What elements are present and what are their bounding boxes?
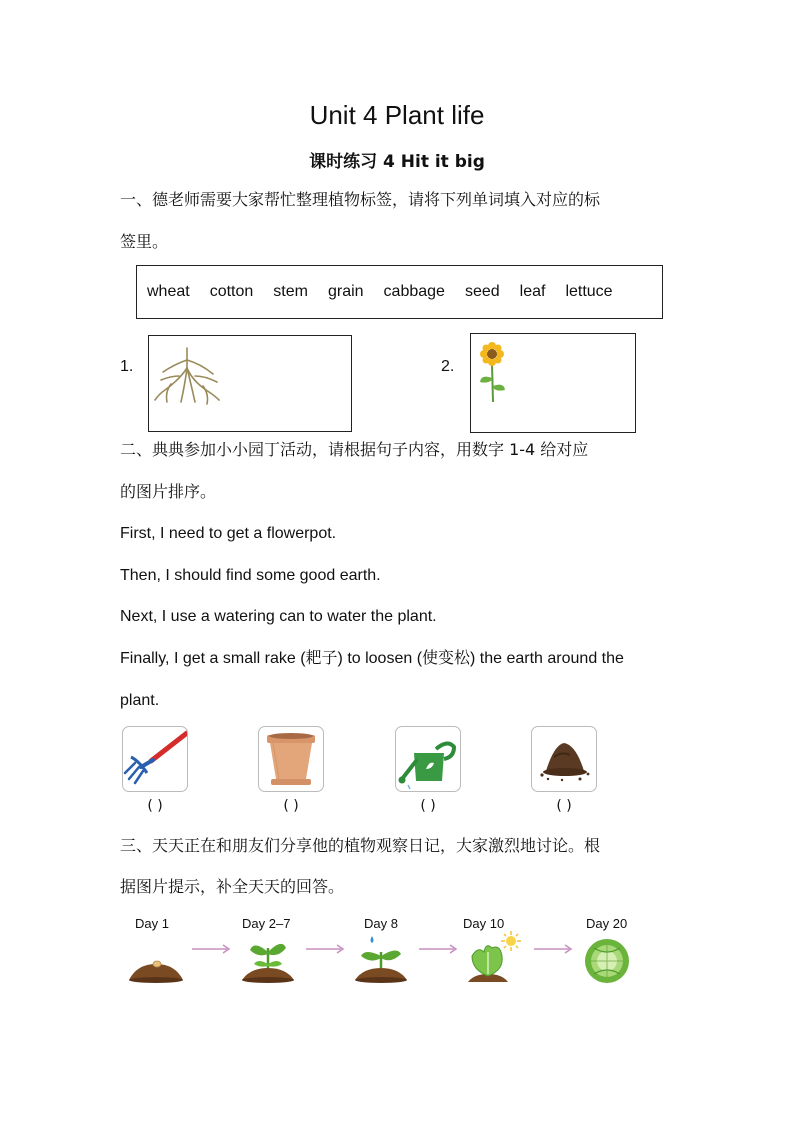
label-box-2[interactable] [470,333,636,433]
cabbage-icon [580,936,634,984]
section2-instruction: 二、典典参加小小园丁活动，请根据句子内容，用数字 1-4 给对应 [120,440,589,459]
arrow-icon [305,944,345,954]
label-box-1[interactable] [148,335,352,432]
word-item: cabbage [383,283,445,300]
picture-card-rake[interactable] [122,726,188,792]
word-item: leaf [519,283,546,300]
picture-card-earth[interactable] [531,726,597,792]
timeline-label-3: Day 8 [364,916,398,931]
answer-blank-1[interactable]: ( ) [147,798,163,814]
watering-can-icon [396,727,460,791]
sentence-2: Then, I should find some good earth. [120,567,381,584]
section3-instruction: 三、天天正在和朋友们分享他的植物观察日记，大家激烈地讨论。根 [120,836,601,855]
answer-blank-3[interactable]: ( ) [420,798,436,814]
word-item: seed [464,283,500,300]
section1-instruction-cont: 签里。 [120,232,169,251]
sunflower-icon [477,342,507,404]
arrow-icon [191,944,231,954]
rake-icon [123,727,187,791]
answer-blank-4[interactable]: ( ) [556,798,572,814]
section3-instruction-cont: 据图片提示，补全天天的回答。 [120,877,345,896]
word-item: wheat [147,283,190,300]
timeline-label-4: Day 10 [463,916,505,931]
lettuce-sun-icon [464,930,524,986]
roots-icon [151,346,223,406]
sprout-icon [240,934,296,984]
page-subtitle: 课时练习 4 Hit it big [309,152,485,172]
timeline-label-5: Day 20 [586,916,628,931]
section1-instruction: 一、德老师需要大家帮忙整理植物标签，请将下列单词填入对应的标 [120,190,601,209]
word-item: stem [273,283,308,300]
arrow-icon [533,944,573,954]
answer-blank-2[interactable]: ( ) [283,798,299,814]
watered-sprout-icon [353,934,409,984]
word-item: lettuce [565,283,613,300]
timeline-label-2: Day 2–7 [242,916,291,931]
sentence-4: Finally, I get a small rake (耙子) to loosen (使变松) the earth around the [120,650,624,667]
arrow-icon [418,944,458,954]
word-bank [136,265,663,319]
label-number-1: 1. [120,358,134,375]
picture-card-flowerpot[interactable] [258,726,324,792]
earth-pile-icon [532,727,596,791]
sentence-3: Next, I use a watering can to water the plant. [120,608,437,625]
word-item: cotton [209,283,254,300]
seed-in-soil-icon [127,950,185,984]
flowerpot-icon [259,727,323,791]
label-number-2: 2. [441,358,455,375]
sentence-1: First, I need to get a flowerpot. [120,525,337,542]
sentence-4-cont: plant. [120,692,160,709]
word-item: grain [327,283,364,300]
timeline-label-1: Day 1 [135,916,169,931]
section2-instruction-cont: 的图片排序。 [120,482,217,501]
picture-card-watering-can[interactable] [395,726,461,792]
page-title: Unit 4 Plant life [309,100,485,130]
